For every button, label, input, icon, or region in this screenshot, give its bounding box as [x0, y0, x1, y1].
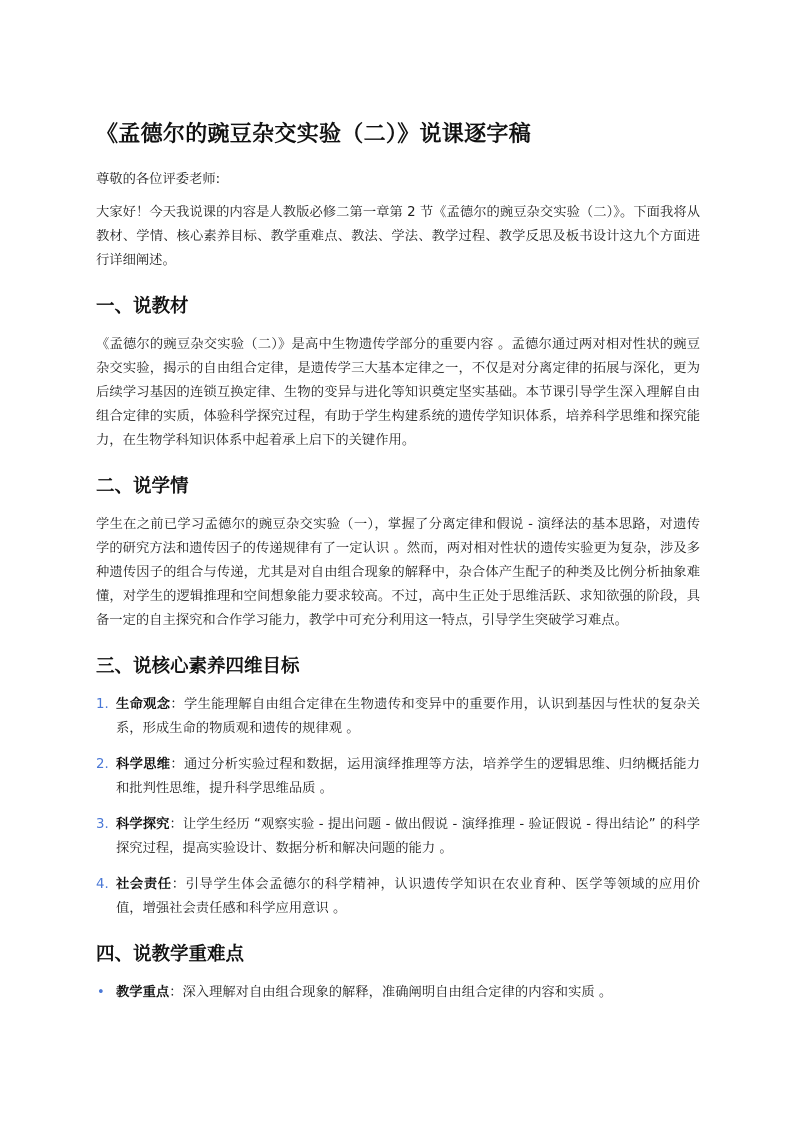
goal-text: ：让学生经历 “观察实验 - 提出问题 - 做出假说 - 演绎推理 - 验证假说 - 得出结论” 的科学探究过程，提高实验设计、数据分析和解决问题的能力 。 — [116, 817, 700, 856]
students-paragraph: 学生在之前已学习孟德尔的豌豆杂交实验（一），掌握了分离定律和假说 - 演绎法的基本思路，对遗传学的研究方法和遗传因子的传递规律有了一定认识 。然而，两对相对性状的遗传实验更为复杂，涉及多种遗传因子的组合与传递，尤其是对自由组合现象的解释中，杂合体产生配子的种类及比例分析抽象难懂，对学生的逻辑推理和空间想象能力要求较高。不过，高中生正处于思维活跃、求知欲强的阶段，具备一定的自主探究和合作学习能力，教学中可充分利用这一特点，引导学生突破学习难点。 — [96, 517, 700, 628]
section-heading-textbook: 一、说教材 — [96, 296, 189, 317]
section-heading-goals: 三、说核心素养四维目标 — [96, 656, 300, 677]
goal-term: 社会责任 — [116, 877, 172, 892]
goal-item-scientific-inquiry — [96, 813, 700, 861]
goal-item-life-concept — [96, 693, 700, 741]
document-title: 《孟德尔的豌豆杂交实验（二）》说课逐字稿 — [96, 122, 532, 147]
goal-item-social-responsibility — [96, 873, 700, 921]
goal-term: 生命观念 — [116, 697, 171, 712]
greeting-paragraph: 尊敬的各位评委老师: — [96, 172, 221, 187]
document-page — [96, 118, 700, 1017]
list-number: 4. — [96, 877, 109, 892]
goal-list — [96, 693, 700, 921]
goal-text: ：学生能理解自由组合定律在生物遗传和变异中的重要作用，认识到基因与性状的复杂关系，形成生命的物质观和遗传的规律观 。 — [116, 697, 701, 736]
list-number: 1. — [96, 697, 109, 712]
goal-text: ：引导学生体会孟德尔的科学精神，认识遗传学知识在农业育种、医学等领域的应用价值，增强社会责任感和科学应用意识 。 — [116, 877, 701, 916]
list-number: 3. — [96, 817, 109, 832]
list-number: 2. — [96, 757, 109, 772]
key-point-text: ：深入理解对自由组合现象的解释，准确阐明自由组合定律的内容和实质 。 — [169, 985, 613, 1000]
goal-term: 科学探究 — [116, 817, 170, 832]
textbook-paragraph: 《孟德尔的豌豆杂交实验（二）》是高中生物遗传学部分的重要内容 。孟德尔通过两对相对性状的豌豆杂交实验，揭示的自由组合定律，是遗传学三大基本定律之一，不仅是对分离定律的拓展与深化，更为后续学习基因的连锁互换定律、生物的变异与进化等知识奠定坚实基础。本节课引导学生深入理解自由组合定律的实质，体验科学探究过程，有助于学生构建系统的遗传学知识体系，培养科学思维和探究能力，在生物学科知识体系中起着承上启下的关键作用。 — [96, 337, 700, 448]
key-point-term: 教学重点 — [116, 985, 170, 1000]
goal-term: 科学思维 — [116, 757, 171, 772]
goal-text: ：通过分析实验过程和数据，运用演绎推理等方法，培养学生的逻辑思维、归纳概括能力和批判性思维，提升科学思维品质 。 — [116, 757, 701, 796]
goal-item-scientific-thinking — [96, 753, 700, 801]
key-points-list — [96, 981, 700, 1005]
section-heading-key-points: 四、说教学重难点 — [96, 944, 245, 965]
section-heading-students: 二、说学情 — [96, 476, 189, 497]
bullet-icon: • — [97, 985, 105, 1000]
key-point-item — [96, 981, 700, 1005]
intro-paragraph: 大家好！今天我说课的内容是人教版必修二第一章第 2 节《孟德尔的豌豆杂交实验（二）》。下面我将从教材、学情、核心素养目标、教学重难点、教法、学法、教学过程、教学反思及板书设计这九个方面进行详细阐述。 — [96, 205, 700, 268]
